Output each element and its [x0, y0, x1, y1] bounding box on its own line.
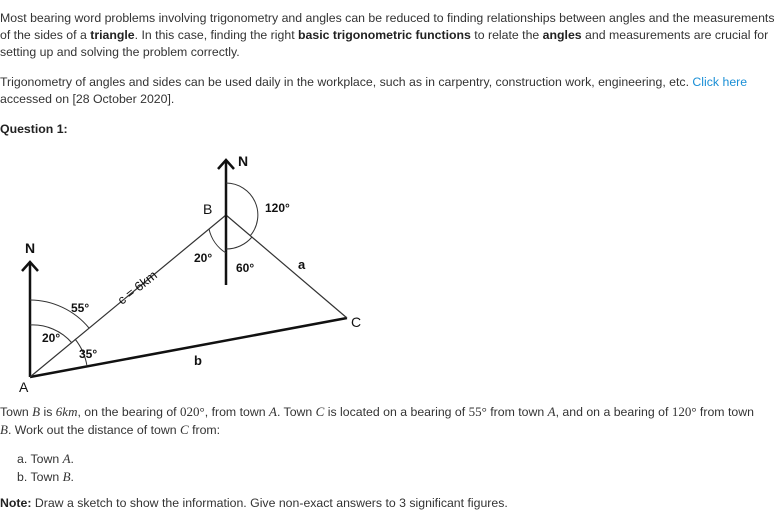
angle-label-a-20: 20° [42, 331, 61, 345]
angle-label-a-55: 55° [71, 301, 90, 315]
question-label [0, 121, 700, 138]
bearing-diagram [0, 140, 380, 398]
list-text: Town [30, 470, 63, 484]
side-ac [30, 318, 347, 377]
problem-text: , from town [204, 405, 269, 419]
vertex-c: C [351, 314, 362, 330]
side-c-label: c = 6km [114, 267, 160, 308]
list-end: . [70, 452, 74, 466]
intro-line-3: setting up and solving the problem correctly. [0, 45, 240, 59]
click-here-link[interactable]: Click here [692, 75, 748, 89]
list-prefix: a. [17, 452, 28, 466]
town-c: C [179, 422, 189, 437]
intro-line-1: Most bearing word problems involving trigonometry and angles can be reduced to finding relationships between angles and the measurements [0, 11, 774, 25]
problem-text: , and on a bearing of [555, 405, 672, 419]
problem-text: is located on a bearing of [324, 405, 469, 419]
bold-trig-functions: basic trigonometric functions [298, 28, 471, 42]
problem-text: is [40, 405, 56, 419]
problem-statement [0, 403, 754, 439]
town-b: B [0, 422, 8, 437]
problem-text: from: [188, 423, 221, 437]
list-prefix: b. [17, 470, 28, 484]
vertex-b: B [203, 201, 213, 217]
list-item [17, 450, 74, 468]
usage-text: Trigonometry of angles and sides can be used daily in the workplace, such as in carpentry, construction work, engineering, etc. [0, 75, 693, 89]
problem-text: . Work out the distance of town [7, 423, 180, 437]
angle-label-b-20: 20° [194, 251, 213, 265]
note-text: Draw a sketch to show the information. Give non-exact answers to 3 significant figures. [31, 496, 508, 510]
arc-b-60 [226, 237, 252, 249]
list-text: Town [30, 452, 63, 466]
list-item [17, 468, 74, 486]
bearing-bc: 120° [671, 404, 697, 419]
problem-text: from town [486, 405, 548, 419]
intro-paragraph [0, 10, 774, 61]
intro-text: and measurements are crucial for [581, 28, 769, 42]
bold-angles: angles [542, 28, 582, 42]
note-label: Note: [0, 496, 32, 510]
intro-text: to relate the [470, 28, 543, 42]
intro-text: of the sides of a [0, 28, 91, 42]
bold-triangle: triangle [90, 28, 135, 42]
vertex-a: A [19, 379, 29, 395]
north-label-b: N [237, 153, 249, 169]
bearing-ab: 020° [180, 404, 205, 419]
town-a: A [268, 404, 277, 419]
north-label-a: N [24, 240, 36, 256]
town-a: A [547, 404, 556, 419]
problem-text: from town [696, 405, 754, 419]
list-town: B [62, 469, 71, 484]
side-a-label: a [298, 257, 306, 272]
arc-b-20 [209, 229, 226, 253]
angle-label-b-60: 60° [236, 261, 255, 275]
angle-label-a-35: 35° [79, 347, 98, 361]
problem-text: Town [0, 405, 33, 419]
note-paragraph [0, 495, 700, 512]
distance-ab: 6km [55, 404, 78, 419]
answer-list [17, 450, 74, 486]
list-town: A [62, 451, 71, 466]
problem-text: . Town [276, 405, 316, 419]
town-c: C [315, 404, 325, 419]
bearing-ac: 55° [468, 404, 487, 419]
usage-paragraph [0, 74, 748, 108]
question-title: Question 1: [0, 122, 68, 136]
angle-label-b-120: 120° [265, 201, 290, 215]
problem-text: , on the bearing of [77, 405, 181, 419]
town-b: B [32, 404, 41, 419]
side-b-label: b [194, 353, 202, 368]
usage-accessed: accessed on [28 October 2020]. [0, 92, 175, 106]
intro-text: . In this case, finding the right [134, 28, 299, 42]
list-end: . [70, 470, 74, 484]
